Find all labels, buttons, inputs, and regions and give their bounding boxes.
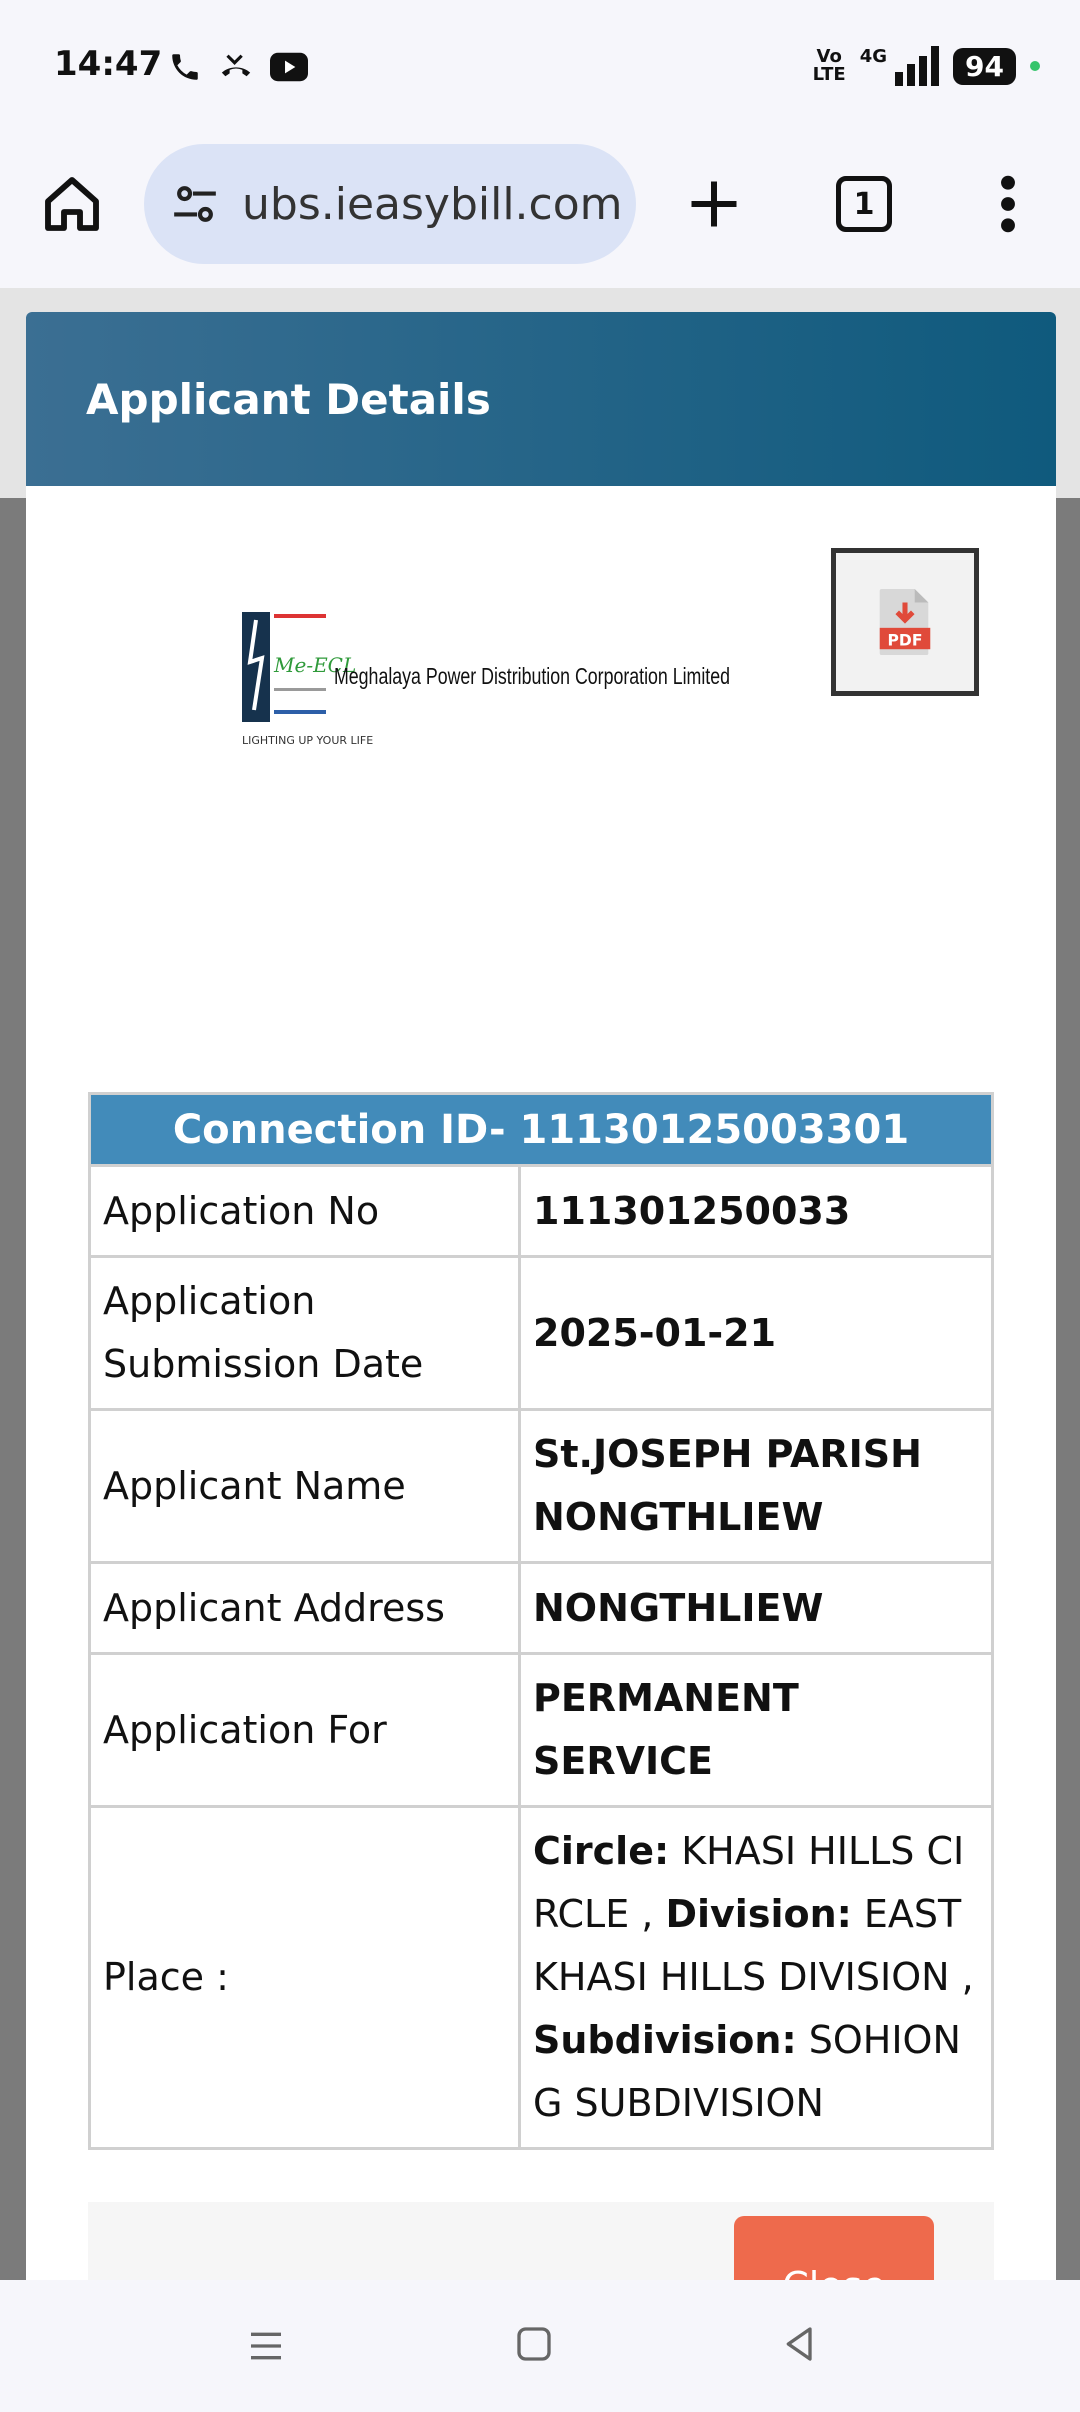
connection-details-table bbox=[88, 1092, 994, 2150]
system-navigation-bar bbox=[0, 2280, 1080, 2412]
page-viewport bbox=[0, 288, 1080, 2280]
table-row bbox=[90, 1166, 993, 1257]
pdf-label: PDF bbox=[887, 631, 923, 650]
table-row bbox=[90, 1410, 993, 1563]
table-row bbox=[90, 1257, 993, 1410]
logo-mark: Me-ECL bbox=[274, 653, 357, 677]
place-label: Place : bbox=[90, 1807, 520, 2149]
new-tab-icon[interactable] bbox=[684, 174, 744, 234]
circle-value: KHASI HILLS CIRCLE , bbox=[533, 1829, 965, 1936]
place-value bbox=[520, 1807, 993, 2149]
applicant-details-modal bbox=[26, 312, 1056, 2312]
row-value: NONGTHLIEW bbox=[520, 1563, 993, 1654]
volte-icon: Vo LTE bbox=[812, 46, 846, 85]
home-icon[interactable] bbox=[40, 172, 104, 236]
status-system-icons bbox=[813, 46, 1040, 86]
circle-label: Circle: bbox=[533, 1829, 670, 1873]
logo-company-name: Meghalaya Power Distribution Corporation Limited bbox=[334, 663, 730, 689]
row-label: Applicant Name bbox=[90, 1410, 520, 1563]
signal-icon bbox=[895, 46, 939, 86]
back-icon[interactable] bbox=[780, 2324, 820, 2364]
subdivision-value: SOHIONG SUBDIVISION bbox=[533, 2018, 961, 2125]
table-row bbox=[90, 1654, 993, 1807]
network-type: 4G bbox=[859, 45, 888, 67]
tab-count: 1 bbox=[853, 186, 875, 222]
status-notification-icons bbox=[168, 50, 308, 84]
modal-title: Applicant Details bbox=[86, 374, 491, 424]
status-time: 14:47 bbox=[54, 44, 163, 84]
modal-header bbox=[26, 312, 1056, 486]
site-settings-icon[interactable] bbox=[170, 179, 220, 229]
home-nav-icon[interactable] bbox=[514, 2324, 554, 2364]
subdivision-label: Subdivision: bbox=[533, 2018, 797, 2062]
missed-call-icon bbox=[218, 50, 254, 84]
division-label: Division: bbox=[665, 1892, 852, 1936]
more-options-icon[interactable] bbox=[990, 172, 1026, 236]
row-value: 2025-01-21 bbox=[520, 1257, 993, 1410]
division-value: EAST KHASI HILLS DIVISION , bbox=[533, 1892, 974, 1999]
row-value: 111301250033 bbox=[520, 1166, 993, 1257]
connection-id-header: Connection ID- 11130125003301 bbox=[90, 1094, 993, 1166]
table-row bbox=[90, 1563, 993, 1654]
meecl-logo bbox=[216, 592, 736, 792]
browser-toolbar bbox=[0, 136, 1080, 288]
youtube-icon bbox=[270, 52, 308, 82]
row-label: Application No bbox=[90, 1166, 520, 1257]
row-value: St.JOSEPH PARISH NONGTHLIEW bbox=[520, 1410, 993, 1563]
table-row-place bbox=[90, 1807, 993, 2149]
address-bar[interactable] bbox=[144, 144, 636, 264]
recent-apps-icon[interactable] bbox=[246, 2326, 286, 2366]
row-label: Application Submission Date bbox=[90, 1257, 520, 1410]
logo-tagline: LIGHTING UP YOUR LIFE bbox=[242, 734, 374, 747]
status-bar bbox=[0, 0, 1080, 136]
row-label: Applicant Address bbox=[90, 1563, 520, 1654]
row-label: Application For bbox=[90, 1654, 520, 1807]
pdf-download-button[interactable] bbox=[831, 548, 979, 696]
pdf-file-icon bbox=[875, 587, 935, 657]
phone-icon bbox=[168, 50, 202, 84]
privacy-indicator-dot bbox=[1030, 61, 1040, 71]
tab-switcher-button[interactable] bbox=[836, 176, 892, 232]
battery-indicator: 94 bbox=[953, 48, 1016, 85]
table-header-row bbox=[90, 1094, 993, 1166]
url-text: ubs.ieasybill.com bbox=[242, 178, 623, 230]
row-value: PERMANENT SERVICE bbox=[520, 1654, 993, 1807]
